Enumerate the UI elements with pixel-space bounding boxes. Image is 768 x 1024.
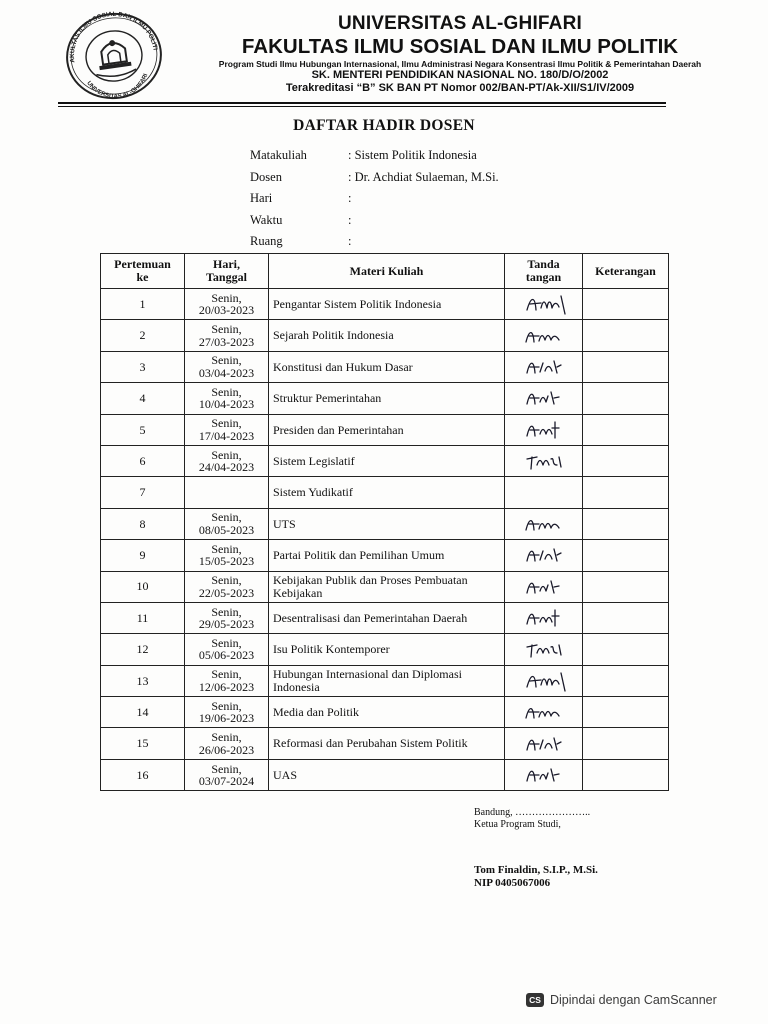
- camscanner-label: Dipindai dengan CamScanner: [550, 993, 717, 1007]
- table-row: [101, 665, 669, 696]
- day-label: Senin,: [211, 322, 242, 337]
- table-row: [101, 445, 669, 476]
- meeting-number: 1: [101, 289, 185, 320]
- material-topic: Presiden dan Pemerintahan: [269, 414, 505, 445]
- meeting-number: 6: [101, 445, 185, 476]
- date-value: 17/04-2023: [198, 428, 255, 443]
- date-value: 19/06-2023: [198, 711, 255, 726]
- signature-cell: [505, 289, 583, 320]
- meeting-number: 11: [101, 602, 185, 633]
- notes-cell: [583, 383, 669, 414]
- col-header-date: Hari, Tanggal: [185, 254, 269, 289]
- info-label: Waktu: [250, 212, 283, 227]
- study-programs: Program Studi Ilmu Hubungan Internasional, Ilmu Administrasi Negara Konsentrasi Ilmu Politik & Pemerintahan Daerah: [218, 59, 702, 69]
- university-seal-logo: [58, 10, 170, 102]
- info-value: : Dr. Achdiat Sulaeman, M.Si.: [348, 169, 499, 184]
- meeting-date: [185, 508, 269, 539]
- notes-cell: [583, 540, 669, 571]
- course-info: [250, 145, 499, 253]
- signature-cell: [505, 634, 583, 665]
- meeting-date: [185, 571, 269, 602]
- camscanner-icon: CS: [526, 993, 544, 1007]
- date-value: 03/07-2024: [198, 774, 255, 789]
- meeting-date: [185, 289, 269, 320]
- handwritten-signature: [521, 763, 567, 787]
- notes-cell: [583, 414, 669, 445]
- info-row-room: [250, 231, 499, 253]
- meeting-number: 3: [101, 351, 185, 382]
- meeting-number: 2: [101, 320, 185, 351]
- meeting-number: 9: [101, 540, 185, 571]
- signature-cell: [505, 728, 583, 759]
- day-label: Senin,: [211, 384, 242, 399]
- date-value: 15/05-2023: [198, 554, 255, 569]
- notes-cell: [583, 351, 669, 382]
- signature-cell: [505, 351, 583, 382]
- handwritten-signature: [521, 700, 567, 724]
- date-value: 27/03-2023: [198, 334, 255, 349]
- table-row: [101, 508, 669, 539]
- handwritten-signature: [521, 386, 567, 410]
- handwritten-signature: [521, 418, 567, 442]
- day-label: Senin,: [211, 416, 242, 431]
- meeting-number: 16: [101, 759, 185, 790]
- table-row: [101, 634, 669, 665]
- signature-cell: [505, 571, 583, 602]
- table-row: [101, 383, 669, 414]
- notes-cell: [583, 477, 669, 508]
- col-header-material: Materi Kuliah: [269, 254, 505, 289]
- university-name: UNIVERSITAS AL-GHIFARI: [337, 13, 582, 34]
- info-label: Ruang: [250, 234, 283, 249]
- notes-cell: [583, 759, 669, 790]
- signature-cell: [505, 540, 583, 571]
- date-value: 29/05-2023: [198, 617, 255, 632]
- day-label: Senin,: [211, 541, 242, 556]
- material-topic: Media dan Politik: [269, 697, 505, 728]
- accreditation-line: Terakreditasi “B” SK BAN PT Nomor 002/BAN-PT/Ak-XII/S1/IV/2009: [285, 82, 635, 94]
- material-topic: Kebijakan Publik dan Proses Pembuatan Kebijakan: [269, 571, 505, 602]
- meeting-number: 8: [101, 508, 185, 539]
- table-row: [101, 351, 669, 382]
- camscanner-watermark: [526, 988, 717, 1012]
- date-value: 12/06-2023: [198, 679, 255, 694]
- material-topic: UTS: [269, 508, 505, 539]
- handwritten-signature: [521, 292, 567, 316]
- day-label: Senin,: [211, 667, 242, 682]
- date-value: 26/06-2023: [198, 742, 255, 757]
- handwritten-signature: [521, 324, 567, 348]
- meeting-date: [185, 634, 269, 665]
- table-row: [101, 414, 669, 445]
- meeting-date: [185, 540, 269, 571]
- table-row: [101, 602, 669, 633]
- attendance-table: [100, 253, 669, 791]
- day-label: Senin,: [211, 290, 242, 305]
- table-row: [101, 540, 669, 571]
- table-row: [101, 477, 669, 508]
- meeting-date: [185, 759, 269, 790]
- info-label: Hari: [250, 191, 273, 206]
- material-topic: Hubungan Internasional dan Diplomasi Indonesia: [269, 665, 505, 696]
- meeting-number: 13: [101, 665, 185, 696]
- day-label: Senin,: [211, 510, 242, 525]
- date-value: 03/04-2023: [198, 365, 255, 380]
- info-label: Matakuliah: [250, 148, 307, 163]
- date-value: 22/05-2023: [198, 585, 255, 600]
- meeting-number: 14: [101, 697, 185, 728]
- signature-cell: [505, 320, 583, 351]
- date-value: 24/04-2023: [198, 460, 255, 475]
- seal-bottom-text: UNIVERSITAS AL-GHIFARI: [85, 73, 150, 100]
- signature-cell: [505, 508, 583, 539]
- signature-cell: [505, 383, 583, 414]
- signature-cell: [505, 665, 583, 696]
- info-value: :: [348, 234, 352, 249]
- meeting-date: [185, 414, 269, 445]
- handwritten-signature: [521, 512, 567, 536]
- day-label: Senin,: [211, 635, 242, 650]
- header-divider-thin: [58, 106, 666, 107]
- meeting-date: [185, 320, 269, 351]
- meeting-date: [185, 665, 269, 696]
- day-label: Senin,: [211, 698, 242, 713]
- table-row: [101, 728, 669, 759]
- info-row-time: [250, 210, 499, 232]
- material-topic: Sistem Legislatif: [269, 445, 505, 476]
- handwritten-signature: [521, 543, 567, 567]
- handwritten-signature: [521, 606, 567, 630]
- meeting-date: [185, 728, 269, 759]
- material-topic: Pengantar Sistem Politik Indonesia: [269, 289, 505, 320]
- handwritten-signature: [521, 575, 567, 599]
- day-label: Senin,: [211, 604, 242, 619]
- day-label: Senin,: [211, 573, 242, 588]
- signature-cell: [505, 759, 583, 790]
- date-value: 10/04-2023: [198, 397, 255, 412]
- date-value: 20/03-2023: [198, 303, 255, 318]
- notes-cell: [583, 320, 669, 351]
- meeting-date: [185, 351, 269, 382]
- material-topic: Desentralisasi dan Pemerintahan Daerah: [269, 602, 505, 633]
- handwritten-signature: [521, 637, 567, 661]
- info-row-day: [250, 188, 499, 210]
- table-row: [101, 571, 669, 602]
- meeting-date: [185, 477, 269, 508]
- signature-place-date: Bandung, …………………..: [474, 807, 591, 818]
- day-label: Senin,: [211, 353, 242, 368]
- notes-cell: [583, 289, 669, 320]
- date-value: 05/06-2023: [198, 648, 255, 663]
- handwritten-signature: [521, 355, 567, 379]
- material-topic: Struktur Pemerintahan: [269, 383, 505, 414]
- meeting-date: [185, 445, 269, 476]
- table-header-row: [101, 254, 669, 289]
- faculty-name: FAKULTAS ILMU SOSIAL DAN ILMU POLITIK: [241, 35, 679, 58]
- meeting-date: [185, 602, 269, 633]
- info-value: :: [348, 212, 352, 227]
- info-value: :: [348, 191, 352, 206]
- meeting-date: [185, 383, 269, 414]
- material-topic: Konstitusi dan Hukum Dasar: [269, 351, 505, 382]
- seal-top-text: FAKULTAS ILMU SOSIAL DAN ILMU POLITIK: [68, 10, 159, 64]
- info-row-lecturer: [250, 167, 499, 189]
- svg-text:UNIVERSITAS AL-GHIFARI: [85, 72, 153, 102]
- signature-cell: [505, 697, 583, 728]
- info-row-course: [250, 145, 499, 167]
- meeting-number: 4: [101, 383, 185, 414]
- header-divider-thick: [58, 102, 666, 104]
- info-value: : Sistem Politik Indonesia: [348, 148, 477, 163]
- date-value: 08/05-2023: [198, 522, 255, 537]
- material-topic: UAS: [269, 759, 505, 790]
- signatory-nip: NIP 0405067006: [474, 877, 551, 889]
- table-row: [101, 759, 669, 790]
- notes-cell: [583, 602, 669, 633]
- meeting-number: 10: [101, 571, 185, 602]
- notes-cell: [583, 508, 669, 539]
- day-label: Senin,: [211, 761, 242, 776]
- signature-cell: [505, 602, 583, 633]
- table-row: [101, 697, 669, 728]
- notes-cell: [583, 634, 669, 665]
- info-label: Dosen: [250, 169, 282, 184]
- notes-cell: [583, 728, 669, 759]
- col-header-signature: Tanda tangan: [505, 254, 583, 289]
- signature-role: Ketua Program Studi,: [474, 819, 561, 830]
- table-row: [101, 320, 669, 351]
- signature-cell: [505, 477, 583, 508]
- day-label: Senin,: [211, 447, 242, 462]
- meeting-date: [185, 697, 269, 728]
- ministerial-decree: SK. MENTERI PENDIDIKAN NASIONAL NO. 180/D/O/2002: [311, 69, 609, 81]
- signatory-name: Tom Finaldin, S.I.P., M.Si.: [474, 864, 598, 876]
- col-header-meeting: Pertemuan ke: [101, 254, 185, 289]
- handwritten-signature: [521, 732, 567, 756]
- notes-cell: [583, 571, 669, 602]
- handwritten-signature: [521, 669, 567, 693]
- material-topic: Isu Politik Kontemporer: [269, 634, 505, 665]
- notes-cell: [583, 445, 669, 476]
- notes-cell: [583, 665, 669, 696]
- table-row: [101, 289, 669, 320]
- handwritten-signature: [521, 449, 567, 473]
- col-header-notes: Keterangan: [583, 254, 669, 289]
- material-topic: Partai Politik dan Pemilihan Umum: [269, 540, 505, 571]
- notes-cell: [583, 697, 669, 728]
- meeting-number: 7: [101, 477, 185, 508]
- meeting-number: 12: [101, 634, 185, 665]
- meeting-number: 15: [101, 728, 185, 759]
- day-label: Senin,: [211, 730, 242, 745]
- meeting-number: 5: [101, 414, 185, 445]
- document-title: DAFTAR HADIR DOSEN: [293, 117, 475, 134]
- signature-cell: [505, 445, 583, 476]
- material-topic: Sejarah Politik Indonesia: [269, 320, 505, 351]
- signature-cell: [505, 414, 583, 445]
- material-topic: Reformasi dan Perubahan Sistem Politik: [269, 728, 505, 759]
- material-topic: Sistem Yudikatif: [269, 477, 505, 508]
